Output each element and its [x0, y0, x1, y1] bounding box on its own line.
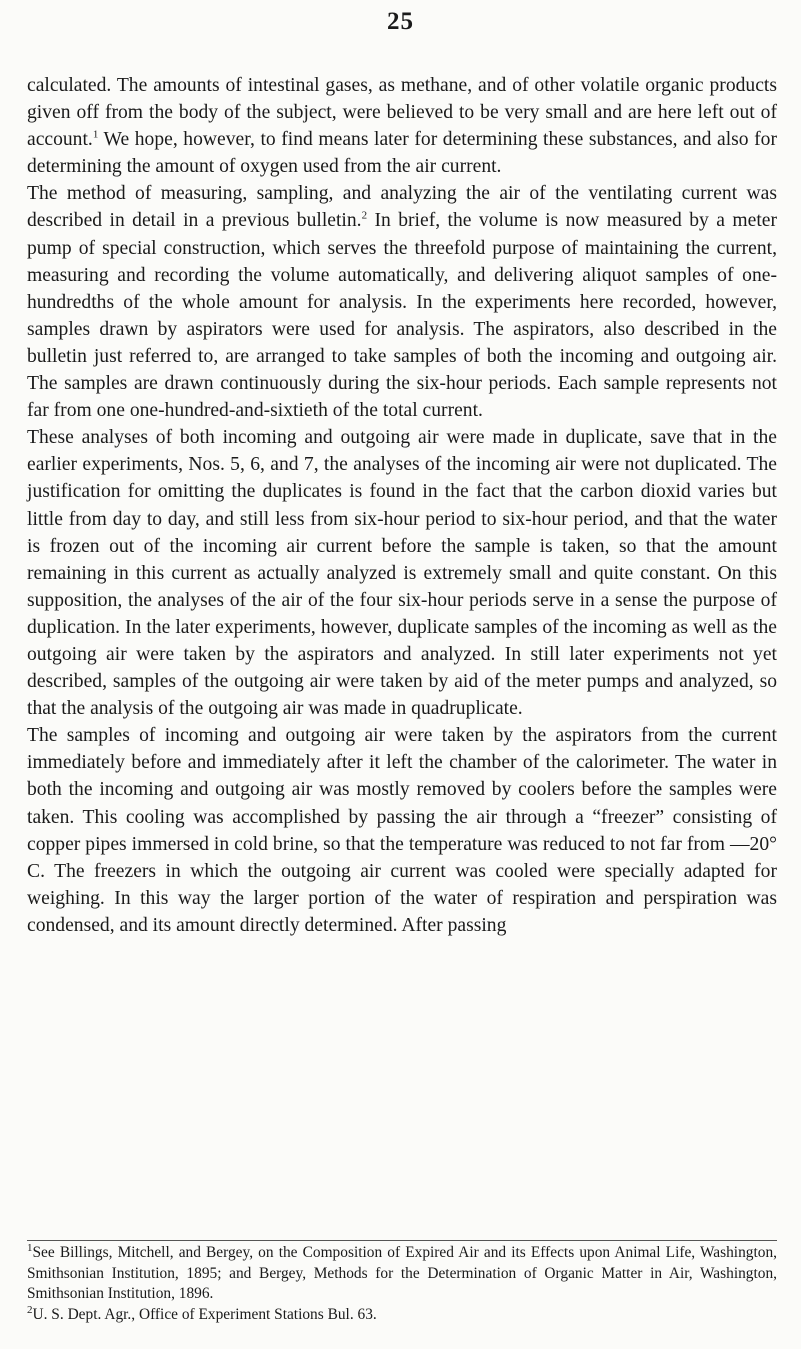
- paragraph-2-text-a: The method of measuring, sampling, and analyzing the air of the ventilating current was described in detail in a previous bulletin.: [27, 183, 777, 232]
- footnotes: [27, 1243, 777, 1325]
- footnote-ref-2: 2: [361, 209, 368, 222]
- footnote-ref-1: 1: [92, 128, 99, 141]
- footnote-marker-1: 1: [27, 1241, 33, 1254]
- paragraph-1: [27, 72, 777, 180]
- footnote-1: [27, 1243, 777, 1305]
- footnote-1-text: See Billings, Mitchell, and Bergey, on the Composition of Expired Air and its Effects upon Animal Life, Washington, Smithsonian Institution, 1895; and Bergey, Methods for the Determination of Organic Matter in Air, Washington, Smithsonian Institution, 1896.: [27, 1244, 777, 1302]
- body-text: [27, 72, 777, 939]
- paragraph-3-text: These analyses of both incoming and outgoing air were made in duplicate, save that in the earlier experiments, Nos. 5, 6, and 7, the analyses of the incoming air were not duplicated. The justification for omitting the duplicates is found in the fact that the carbon dioxid varies but little from day to day, and still less from six-hour period to six-hour period, and that the water is frozen out of the incoming air current before the sample is taken, so that the amount remaining in this current as actually analyzed is extremely small and quite constant. On this supposition, the analyses of the air of the four six-hour periods serve in a sense the purpose of duplication. In the later experiments, however, duplicate samples of the incoming as well as the outgoing air were taken by the aspirators and analyzed. In still later experiments not yet described, samples of the outgoing air were taken by aid of the meter pumps and analyzed, so that the analysis of the outgoing air was made in quadruplicate.: [27, 427, 777, 720]
- footnote-divider: [27, 1240, 777, 1241]
- paragraph-2: [27, 180, 777, 424]
- footnote-marker-2: 2: [27, 1303, 33, 1316]
- paragraph-4: [27, 722, 777, 939]
- footnote-2-text: U. S. Dept. Agr., Office of Experiment Stations Bul. 63.: [32, 1305, 377, 1323]
- paragraph-2-text-b: In brief, the volume is now measured by a meter pump of special construction, which serves the threefold purpose of maintaining the current, measuring and recording the volume automatically, and delivering aliquot samples of one-hundredths of the whole amount for analysis. In the experiments here recorded, however, samples drawn by aspirators were used for analysis. The aspirators, also described in the bulletin just referred to, are arranged to take samples of both the incoming and outgoing air. The samples are drawn continuously during the six-hour periods. Each sample represents not far from one one-hundred-and-sixtieth of the total current.: [27, 210, 777, 422]
- footnote-2: [27, 1305, 777, 1326]
- paragraph-1-text-b: We hope, however, to find means later for determining these substances, and also for determining the amount of oxygen used from the air current.: [27, 129, 777, 178]
- page-number: 25: [387, 8, 414, 35]
- paragraph-3: [27, 424, 777, 722]
- paragraph-1-text-a: calculated. The amounts of intestinal gases, as methane, and of other volatile organic products given off from the body of the subject, were believed to be very small and are here left out of account.: [27, 75, 777, 151]
- paragraph-4-text: The samples of incoming and outgoing air were taken by the aspirators from the current immediately before and immediately after it left the chamber of the calorimeter. The water in both the incoming and outgoing air was mostly removed by coolers before the samples were taken. This cooling was accomplished by passing the air through a “freezer” consisting of copper pipes immersed in cold brine, so that the temperature was reduced to not far from —20° C. The freezers in which the outgoing air current was cooled were specially adapted for weighing. In this way the larger portion of the water of respiration and perspiration was condensed, and its amount directly determined. After passing: [27, 725, 777, 936]
